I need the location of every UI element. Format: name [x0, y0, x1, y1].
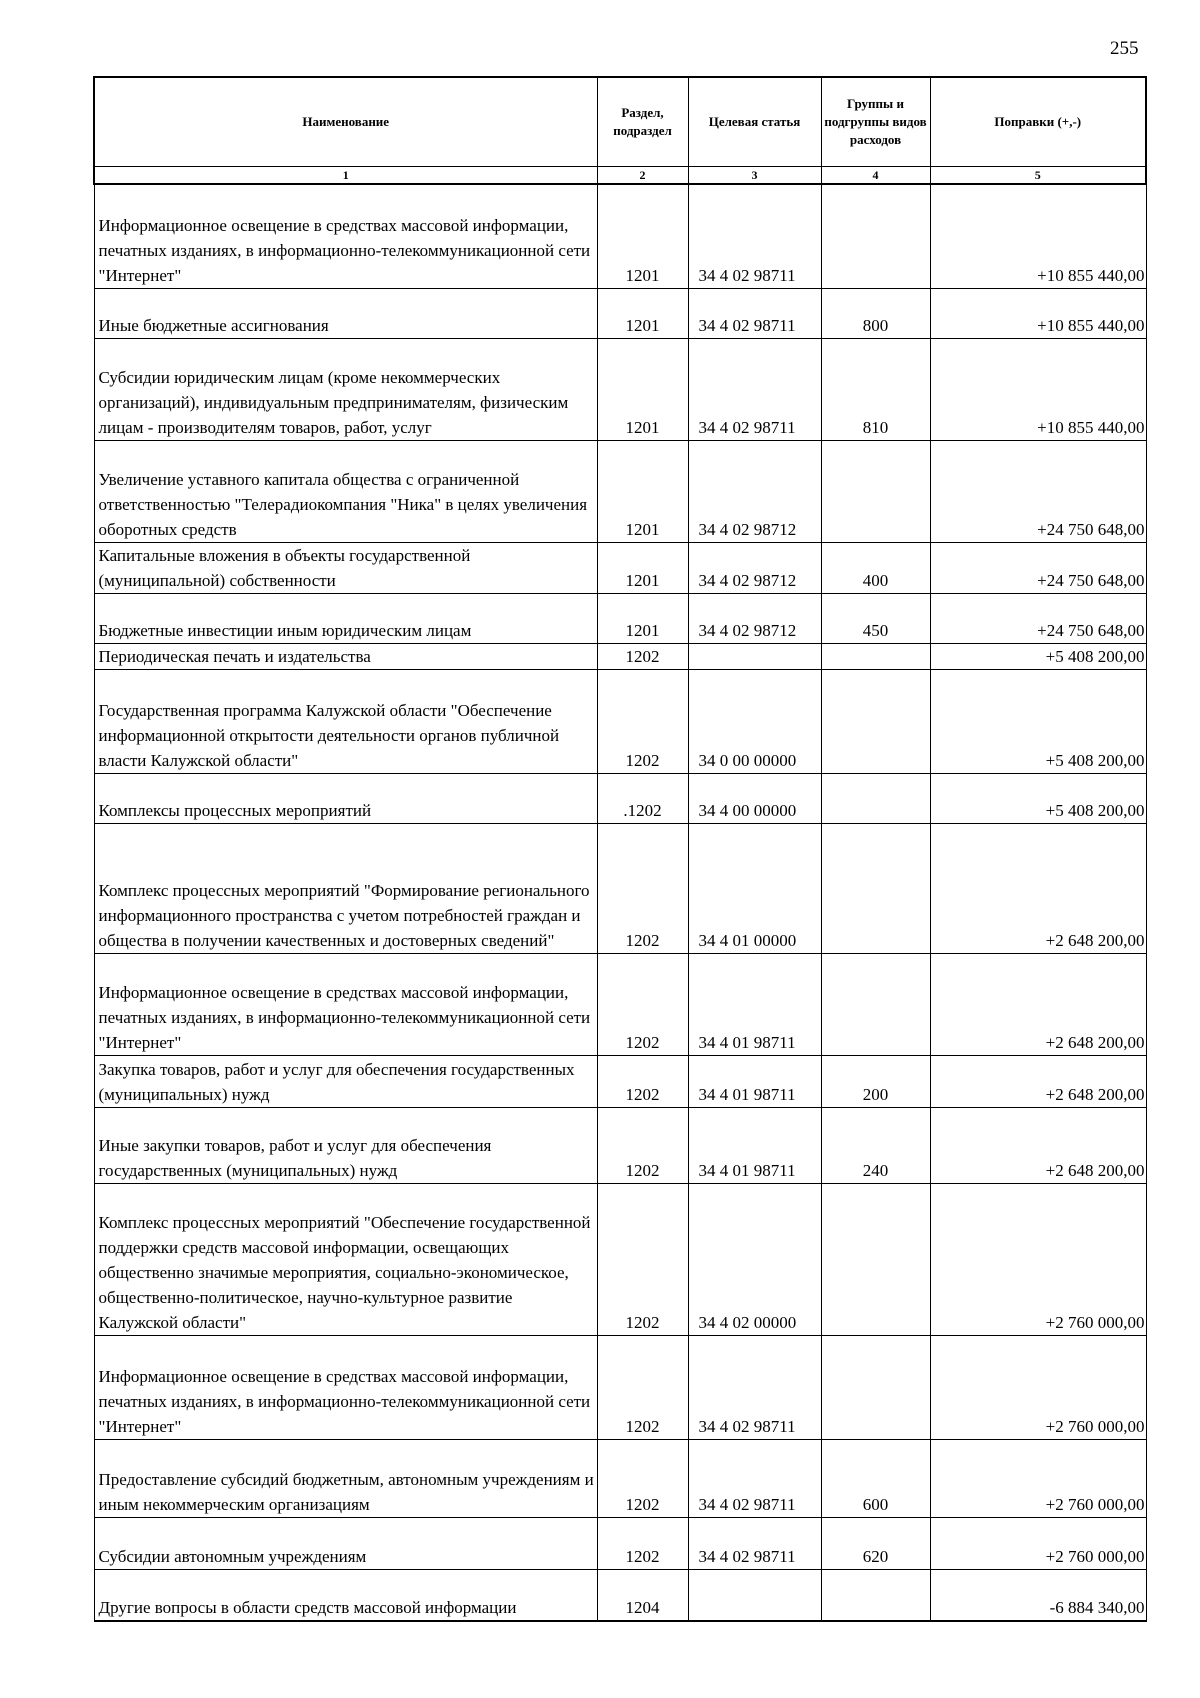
row-amount: +2 648 200,00 [930, 823, 1146, 953]
table-header [94, 77, 1146, 184]
row-group [821, 440, 930, 542]
row-target [688, 643, 821, 669]
row-section: 1202 [597, 643, 688, 669]
row-section: 1202 [597, 669, 688, 773]
row-target: 34 4 02 98711 [688, 338, 821, 440]
table-row [94, 1107, 1146, 1183]
row-section: 1202 [597, 1055, 688, 1107]
column-number: 1 [94, 167, 597, 185]
row-section: 1202 [597, 1183, 688, 1335]
row-amount: +24 750 648,00 [930, 542, 1146, 593]
table-row [94, 440, 1146, 542]
row-group [821, 669, 930, 773]
row-group [821, 823, 930, 953]
table-row [94, 1439, 1146, 1517]
table-row [94, 669, 1146, 773]
row-target: 34 4 02 98711 [688, 288, 821, 338]
row-group: 800 [821, 288, 930, 338]
table-row [94, 773, 1146, 823]
row-section: 1202 [597, 953, 688, 1055]
row-target: 34 4 02 98711 [688, 1517, 821, 1569]
header-name: Наименование [94, 77, 597, 167]
row-group [821, 184, 930, 288]
table-row [94, 1335, 1146, 1439]
page-number: 255 [1110, 38, 1139, 59]
column-number: 4 [821, 167, 930, 185]
row-amount: +24 750 648,00 [930, 593, 1146, 643]
row-group: 450 [821, 593, 930, 643]
row-name: Информационное освещение в средствах массовой информации, печатных изданиях, в информационно-телекоммуникационной сети "Интернет" [94, 184, 597, 288]
table-row [94, 823, 1146, 953]
row-group [821, 1335, 930, 1439]
table-row [94, 184, 1146, 288]
row-amount: +2 760 000,00 [930, 1439, 1146, 1517]
row-name: Иные закупки товаров, работ и услуг для обеспечения государственных (муниципальных) нужд [94, 1107, 597, 1183]
row-target: 34 4 02 98711 [688, 184, 821, 288]
row-target: 34 4 02 98712 [688, 542, 821, 593]
table-row [94, 1517, 1146, 1569]
row-amount: +5 408 200,00 [930, 643, 1146, 669]
row-target: 34 4 00 00000 [688, 773, 821, 823]
row-section: 1201 [597, 542, 688, 593]
row-amount: +2 760 000,00 [930, 1183, 1146, 1335]
row-section: 1202 [597, 1439, 688, 1517]
table-row [94, 1183, 1146, 1335]
row-group: 810 [821, 338, 930, 440]
row-name: Бюджетные инвестиции иным юридическим лицам [94, 593, 597, 643]
row-name: Комплексы процессных мероприятий [94, 773, 597, 823]
row-target: 34 4 02 00000 [688, 1183, 821, 1335]
row-section: .1202 [597, 773, 688, 823]
row-section: 1201 [597, 184, 688, 288]
row-name: Другие вопросы в области средств массовой информации [94, 1569, 597, 1621]
table-row [94, 953, 1146, 1055]
row-name: Информационное освещение в средствах массовой информации, печатных изданиях, в информационно-телекоммуникационной сети "Интернет" [94, 953, 597, 1055]
row-name: Периодическая печать и издательства [94, 643, 597, 669]
row-amount: +10 855 440,00 [930, 338, 1146, 440]
row-target: 34 4 01 98711 [688, 953, 821, 1055]
row-name: Субсидии юридическим лицам (кроме некоммерческих организаций), индивидуальным предпринимателям, физическим лицам - производителям товаров, работ, услуг [94, 338, 597, 440]
row-group [821, 643, 930, 669]
row-name: Закупка товаров, работ и услуг для обеспечения государственных (муниципальных) нужд [94, 1055, 597, 1107]
column-number: 5 [930, 167, 1146, 185]
table-row [94, 338, 1146, 440]
row-group [821, 1569, 930, 1621]
row-name: Комплекс процессных мероприятий "Обеспечение государственной поддержки средств массовой информации, освещающих общественно значимые мероприятия, социально-экономическое, общественно-политическое, научно-культурное развитие Калужской области" [94, 1183, 597, 1335]
row-section: 1201 [597, 440, 688, 542]
row-group: 240 [821, 1107, 930, 1183]
row-group: 600 [821, 1439, 930, 1517]
row-name: Увеличение уставного капитала общества с ограниченной ответственностью "Телерадиокомпания "Ника" в целях увеличения оборотных средств [94, 440, 597, 542]
row-name: Капитальные вложения в объекты государственной (муниципальной) собственности [94, 542, 597, 593]
table-row [94, 1055, 1146, 1107]
row-group: 400 [821, 542, 930, 593]
header-row [94, 77, 1146, 167]
table-row [94, 643, 1146, 669]
row-section: 1204 [597, 1569, 688, 1621]
row-target: 34 4 02 98712 [688, 440, 821, 542]
column-number: 3 [688, 167, 821, 185]
row-group: 200 [821, 1055, 930, 1107]
row-target [688, 1569, 821, 1621]
table-row [94, 288, 1146, 338]
row-amount: +2 760 000,00 [930, 1335, 1146, 1439]
header-amount: Поправки (+,-) [930, 77, 1146, 167]
budget-amendments-table [93, 76, 1147, 1622]
table-body [94, 184, 1146, 1621]
row-group [821, 1183, 930, 1335]
row-target: 34 4 02 98711 [688, 1439, 821, 1517]
table-row [94, 1569, 1146, 1621]
row-section: 1202 [597, 823, 688, 953]
row-name: Субсидии автономным учреждениям [94, 1517, 597, 1569]
row-group: 620 [821, 1517, 930, 1569]
row-name: Предоставление субсидий бюджетным, автономным учреждениям и иным некоммерческим организациям [94, 1439, 597, 1517]
column-number: 2 [597, 167, 688, 185]
row-amount: +2 648 200,00 [930, 953, 1146, 1055]
row-section: 1201 [597, 338, 688, 440]
row-name: Комплекс процессных мероприятий "Формирование регионального информационного пространства с учетом потребностей граждан и общества в получении качественных и достоверных сведений" [94, 823, 597, 953]
table-row [94, 593, 1146, 643]
row-target: 34 4 01 00000 [688, 823, 821, 953]
row-name: Государственная программа Калужской области "Обеспечение информационной открытости деятельности органов публичной власти Калужской области" [94, 669, 597, 773]
row-target: 34 4 02 98711 [688, 1335, 821, 1439]
row-amount: +2 648 200,00 [930, 1055, 1146, 1107]
row-section: 1201 [597, 288, 688, 338]
row-amount: +10 855 440,00 [930, 288, 1146, 338]
row-amount: +24 750 648,00 [930, 440, 1146, 542]
row-target: 34 4 01 98711 [688, 1055, 821, 1107]
table-row [94, 542, 1146, 593]
row-section: 1202 [597, 1335, 688, 1439]
row-amount: +2 648 200,00 [930, 1107, 1146, 1183]
row-group [821, 773, 930, 823]
row-target: 34 4 01 98711 [688, 1107, 821, 1183]
row-amount: +2 760 000,00 [930, 1517, 1146, 1569]
row-amount: +5 408 200,00 [930, 669, 1146, 773]
row-target: 34 4 02 98712 [688, 593, 821, 643]
row-target: 34 0 00 00000 [688, 669, 821, 773]
row-section: 1201 [597, 593, 688, 643]
header-group: Группы и подгруппы видов расходов [821, 77, 930, 167]
row-amount: +10 855 440,00 [930, 184, 1146, 288]
header-target: Целевая статья [688, 77, 821, 167]
row-name: Информационное освещение в средствах массовой информации, печатных изданиях, в информационно-телекоммуникационной сети "Интернет" [94, 1335, 597, 1439]
row-name: Иные бюджетные ассигнования [94, 288, 597, 338]
column-number-row [94, 167, 1146, 185]
row-section: 1202 [597, 1107, 688, 1183]
row-section: 1202 [597, 1517, 688, 1569]
row-amount: +5 408 200,00 [930, 773, 1146, 823]
row-group [821, 953, 930, 1055]
row-amount: -6 884 340,00 [930, 1569, 1146, 1621]
header-section: Раздел, подраздел [597, 77, 688, 167]
